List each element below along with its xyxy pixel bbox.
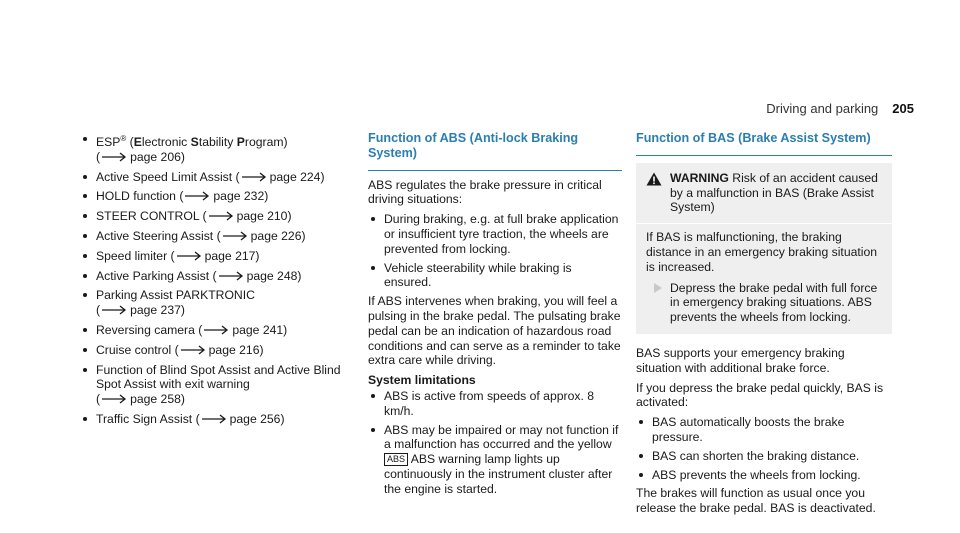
bas-paragraph-1: BAS supports your emergency braking situation with additional brake force. — [636, 345, 845, 375]
page-link[interactable]: page 256) — [229, 412, 285, 427]
arrow-right-icon — [102, 152, 128, 162]
section-title-bas: Function of BAS (Brake Assist System) — [636, 131, 892, 156]
bas-bullets — [636, 415, 892, 482]
abs-bullets — [368, 212, 622, 290]
page-link[interactable]: page 210) — [236, 209, 292, 224]
list-item: Active Parking Assist ( page 248) — [80, 269, 350, 284]
list-item: Cruise control ( page 216) — [80, 343, 350, 358]
list-item: HOLD function ( page 232) — [80, 189, 350, 204]
arrow-right-icon — [102, 305, 128, 315]
section-title-abs: Function of ABS (Anti-lock Braking System) — [368, 131, 622, 171]
page-header — [766, 101, 914, 116]
page-link[interactable]: page 216) — [208, 342, 264, 357]
page-number: 205 — [892, 101, 914, 116]
action-triangle-icon — [654, 283, 662, 293]
warning-label: WARNING — [670, 170, 729, 185]
list-item: During braking, e.g. at full brake application or insufficient tyre traction, the wheels are prevented from locking. — [368, 212, 622, 256]
page-link[interactable]: page 241) — [232, 323, 288, 338]
arrow-right-icon — [185, 191, 211, 201]
list-item: BAS automatically boosts the brake pressure. — [636, 415, 892, 445]
abs-warning-lamp-icon: ABS — [384, 453, 408, 466]
list-item: Vehicle steerability while braking is ensured. — [368, 261, 622, 291]
arrow-right-icon — [181, 345, 207, 355]
page-link[interactable]: page 232) — [213, 189, 269, 204]
list-item: Speed limiter ( page 217) — [80, 249, 350, 264]
arrow-right-icon — [204, 325, 230, 335]
list-item: BAS can shorten the braking distance. — [636, 449, 892, 464]
limitations-bullets — [368, 389, 622, 497]
page-link[interactable]: page 226) — [250, 229, 306, 244]
column-middle — [368, 131, 622, 501]
page-link[interactable]: page 206) — [130, 149, 185, 164]
list-item: Traffic Sign Assist ( page 256) — [80, 412, 350, 427]
bas-paragraph-3: The brakes will function as usual once you release the brake pedal. BAS is deactivated. — [636, 486, 876, 516]
list-item: Active Speed Limit Assist ( page 224) — [80, 170, 350, 185]
list-item: Reversing camera ( page 241) — [80, 323, 350, 338]
list-item: STEER CONTROL ( page 210) — [80, 209, 350, 224]
arrow-right-icon — [219, 271, 245, 281]
list-item: Active Steering Assist ( page 226) — [80, 229, 350, 244]
list-item: ABS is active from speeds of approx. 8 km/h. — [368, 389, 622, 419]
abs-intro: ABS regulates the brake pressure in critical driving situations: — [368, 177, 602, 207]
page-link[interactable]: page 237) — [130, 303, 185, 318]
list-item: Function of Blind Spot Assist and Active Blind Spot Assist with exit warning ( page 258) — [80, 363, 350, 407]
page-link[interactable]: page 217) — [204, 248, 260, 263]
warning-title: Risk of an accident caused by a malfunction in BAS (Brake Assist System) — [670, 170, 878, 215]
arrow-right-icon — [209, 211, 235, 221]
arrow-right-icon — [202, 414, 228, 424]
arrow-right-icon — [242, 172, 268, 182]
list-item: Parking Assist PARKTRONIC ( page 237) — [80, 288, 350, 318]
header-title: Driving and parking — [766, 101, 879, 116]
arrow-right-icon — [102, 394, 128, 404]
system-limitations-heading: System limitations — [368, 373, 476, 388]
warning-body: If BAS is malfunctioning, the braking distance in an emergency braking situation is increased. — [646, 230, 878, 274]
list-item: ABS prevents the wheels from locking. — [636, 468, 892, 483]
warning-step: Depress the brake pedal with full force in emergency braking situations. ABS prevents the wheels from locking. — [670, 280, 878, 325]
page-link[interactable]: page 248) — [246, 268, 302, 283]
page-link[interactable]: page 258) — [130, 392, 185, 407]
warning-box — [636, 163, 892, 334]
feature-list — [80, 132, 350, 427]
arrow-right-icon — [223, 231, 249, 241]
column-right — [636, 131, 892, 521]
column-left — [80, 132, 350, 432]
list-item: ABS may be impaired or may not function if a malfunction has occurred and the yellow ABS ABS warning lamp lights up continuously in the instrument cluster after the engine is started. — [368, 423, 622, 497]
warning-triangle-icon — [646, 172, 662, 186]
bas-paragraph-2: If you depress the brake pedal quickly, BAS is activated: — [636, 380, 884, 410]
arrow-right-icon — [177, 251, 203, 261]
list-item: ESP® (Electronic Stability Program) ( page 206) — [80, 132, 350, 165]
page-link[interactable]: page 224) — [269, 169, 325, 184]
abs-paragraph: If ABS intervenes when braking, you will feel a pulsing in the brake pedal. The pulsating brake pedal can be an indication of hazardous road conditions and can serve as a reminder to take extra care while driving. — [368, 294, 621, 368]
